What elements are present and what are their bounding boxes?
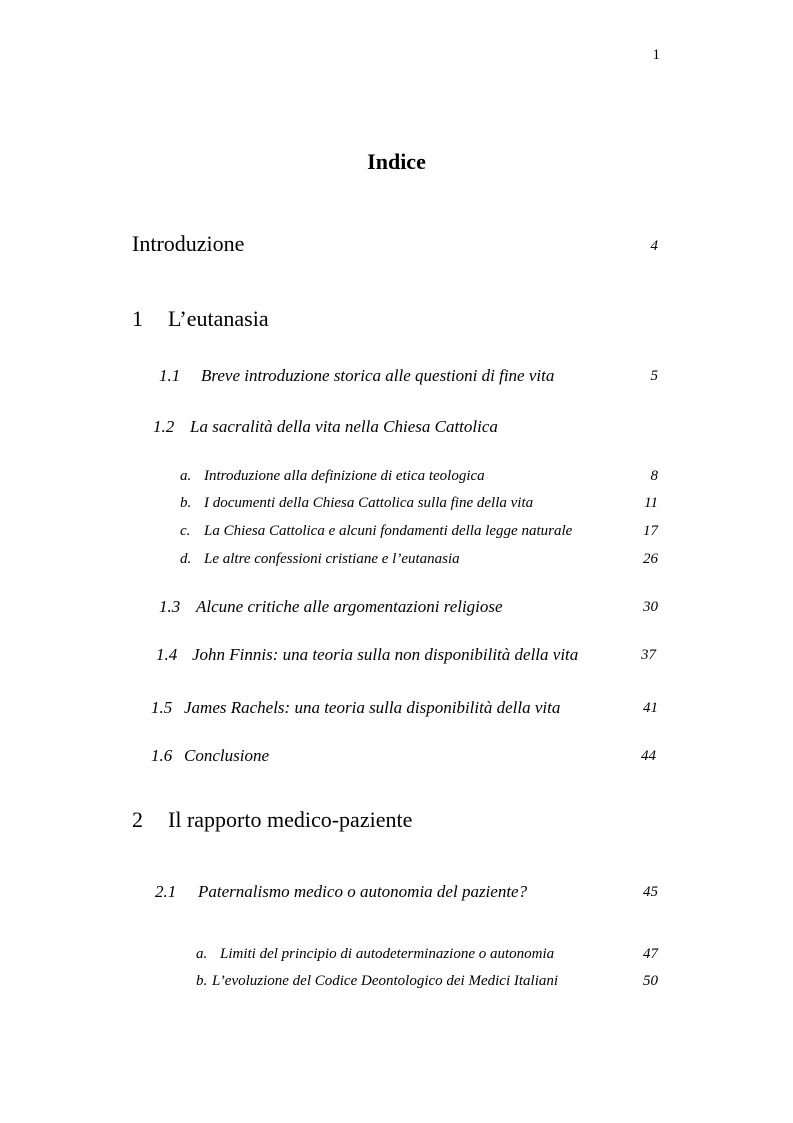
toc-subsection-2-1-b-label: L’evoluzione del Codice Deontologico dei Medici Italiani: [212, 973, 559, 989]
toc-chapter-2-label: Il rapporto medico-paziente: [168, 807, 413, 832]
toc-subsection-1-2-a-marker: a.: [180, 468, 192, 484]
toc-section-1-4-page: 37: [641, 647, 656, 663]
toc-subsection-1-2-a-page: 8: [650, 468, 658, 484]
toc-section-1-3-label: Alcune critiche alle argomentazioni religiose: [196, 597, 503, 616]
toc-subsection-1-2-b-label: I documenti della Chiesa Cattolica sulla fine della vita: [204, 495, 534, 511]
toc-section-1-4-label: John Finnis: una teoria sulla non disponibilità della vita: [192, 645, 579, 664]
page-number: 1: [652, 47, 660, 63]
toc-section-1-6-number: 1.6: [151, 746, 173, 765]
toc-section-1-1-number: 1.1: [159, 366, 181, 385]
toc-subsection-1-2-c-label: La Chiesa Cattolica e alcuni fondamenti della legge naturale: [204, 523, 573, 539]
toc-chapter-2-number: 2: [132, 807, 143, 832]
toc-section-1-6-label: Conclusione: [184, 746, 269, 765]
toc-subsection-2-1-a-marker: a.: [196, 946, 208, 962]
toc-section-1-2-label: La sacralità della vita nella Chiesa Cattolica: [190, 417, 498, 436]
toc-subsection-1-2-c-marker: c.: [180, 523, 191, 539]
toc-introduzione-page: 4: [650, 238, 658, 254]
toc-subsection-1-2-d-label: Le altre confessioni cristiane e l’eutanasia: [204, 551, 460, 567]
toc-subsection-1-2-b-page: 11: [644, 495, 658, 511]
toc-subsection-1-2-a-label: Introduzione alla definizione di etica teologica: [204, 468, 485, 484]
toc-chapter-1-label: L’eutanasia: [168, 306, 269, 331]
toc-section-2-1-page: 45: [643, 884, 658, 900]
toc-section-1-3-page: 30: [643, 599, 658, 615]
toc-subsection-2-1-b-marker: b.: [196, 973, 208, 989]
toc-section-1-1-label: Breve introduzione storica alle questioni di fine vita: [201, 366, 555, 385]
toc-section-1-5-page: 41: [643, 700, 658, 716]
toc-section-1-2-number: 1.2: [153, 417, 175, 436]
toc-section-1-3-number: 1.3: [159, 597, 181, 616]
toc-section-1-6-page: 44: [641, 748, 656, 764]
toc-introduzione-label: Introduzione: [132, 231, 245, 256]
toc-subsection-2-1-a-page: 47: [643, 946, 658, 962]
toc-subsection-1-2-b-marker: b.: [180, 495, 192, 511]
toc-section-1-4-number: 1.4: [156, 645, 178, 664]
toc-chapter-1-number: 1: [132, 306, 143, 331]
toc-section-2-1-number: 2.1: [155, 882, 177, 901]
toc-subsection-2-1-b-page: 50: [643, 973, 658, 989]
toc-section-1-1-page: 5: [650, 368, 658, 384]
page-title: Indice: [367, 149, 426, 174]
toc-section-2-1-label: Paternalismo medico o autonomia del paziente?: [198, 882, 528, 901]
toc-subsection-1-2-d-page: 26: [643, 551, 658, 567]
toc-section-1-5-number: 1.5: [151, 698, 173, 717]
toc-subsection-2-1-a-label: Limiti del principio di autodeterminazione o autonomia: [220, 946, 555, 962]
toc-section-1-5-label: James Rachels: una teoria sulla disponibilità della vita: [184, 698, 561, 717]
toc-subsection-1-2-d-marker: d.: [180, 551, 192, 567]
toc-subsection-1-2-c-page: 17: [643, 523, 658, 539]
